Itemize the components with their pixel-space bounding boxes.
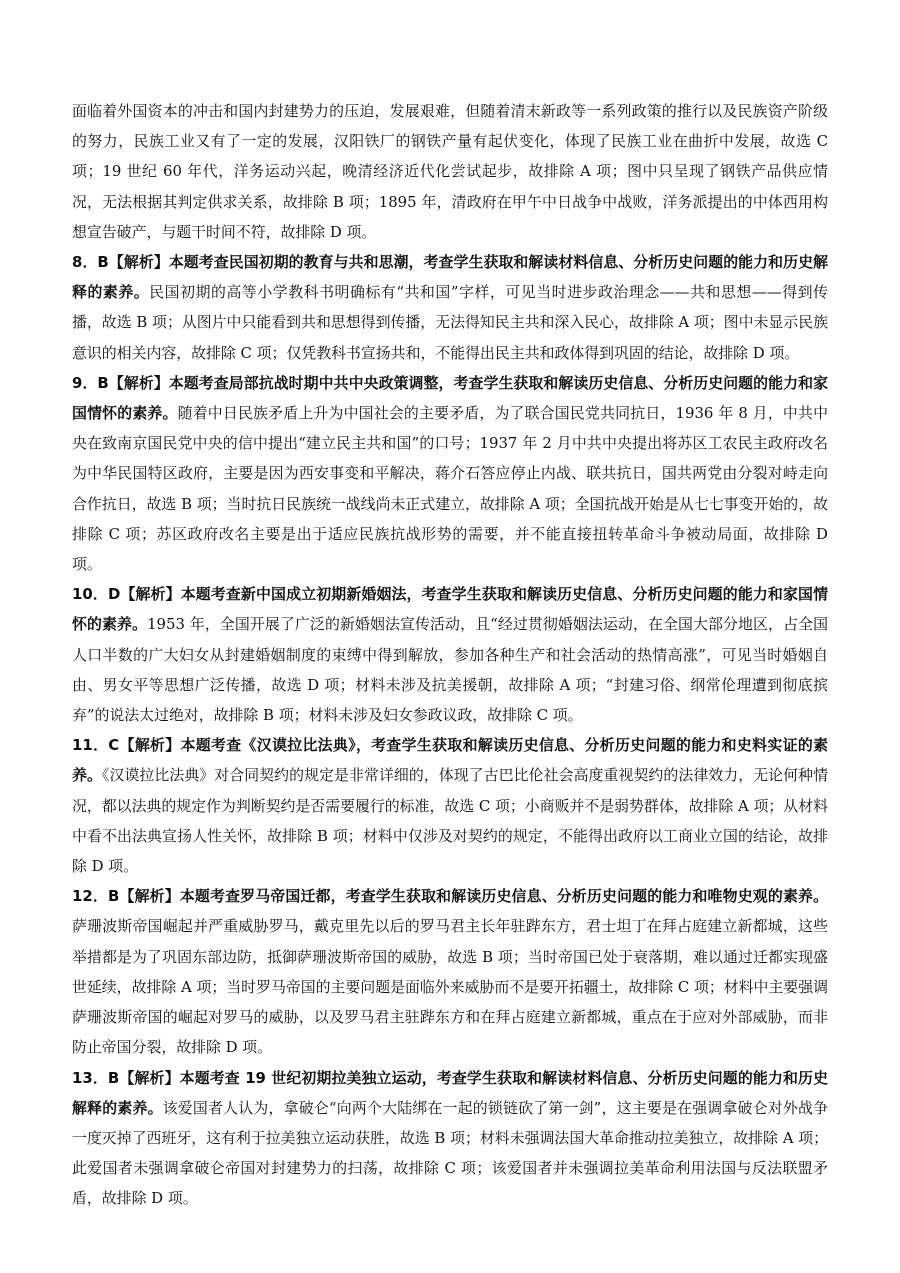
answer-heading: 11．C【解析】本题考查《汉谟拉比法典》，考查学生获取和解读历史信息、分析历史问题的能力和史料实证的素养。 [72, 736, 828, 785]
answer-explanation: 1953 年，全国开展了广泛的新婚姻法宣传活动，且“经过贯彻婚姻法运动，在全国大部分地区，占全国人口半数的广大妇女从封建婚姻制度的束缚中得到解放，参加各种生产和社会活动的热情高涨”，可见当时婚姻自由、男女平等思想广泛传播，故选 D 项；材料未涉及抗美援朝，故排除 A 项；“封建习俗、纲常伦理遭到彻底摈弃”的说法太过绝对，故排除 B 项；材料未涉及妇女参政议政，故排除 C 项。 [72, 615, 828, 725]
answer-item-11 [72, 730, 828, 881]
answer-heading: 13．B【解析】本题考查 19 世纪初期拉美独立运动，考查学生获取和解读材料信息、分析历史问题的能力和历史解释的素养。 [72, 1068, 828, 1117]
answer-explanation: 该爱国者人认为，拿破仑“向两个大陆绑在一起的锁链砍了第一剑”，这主要是在强调拿破仑对外战争一度灭掉了西班牙，这有利于拉美独立运动获胜，故选 B 项；材料未强调法国大革命推动拉美独立，故排除 A 项；此爱国者未强调拿破仑帝国对封建势力的扫荡，故排除 C 项；该爱国者并未强调拉美革命利用法国与反法联盟矛盾，故排除 D 项。 [72, 1098, 828, 1208]
answer-explanation: 萨珊波斯帝国崛起并严重威胁罗马，戴克里先以后的罗马君主长年驻跸东方，君士坦丁在拜占庭建立新都城，这些举措都是为了巩固东部边防，抵御萨珊波斯帝国的威胁，故选 B 项；当时帝国已处于衰落期，难以通过迁都实现盛世延续，故排除 A 项；当时罗马帝国的主要问题是面临外来威胁而不是要开拓疆土，故排除 C 项；材料中主要强调萨珊波斯帝国的崛起对罗马的威胁，以及罗马君主驻跸东方和在拜占庭建立新都城，重点在于应对外部威胁，而非防止帝国分裂，故排除 D 项。 [72, 917, 828, 1057]
answer-item-12 [72, 881, 828, 1062]
answer-heading: 8．B【解析】本题考查民国初期的教育与共和思潮，考查学生获取和解读材料信息、分析历史问题的能力和历史解释的素养。 [72, 253, 828, 302]
answer-heading: 12．B【解析】本题考查罗马帝国迁都，考查学生获取和解读历史信息、分析历史问题的能力和唯物史观的素养。 [72, 887, 828, 906]
continued-analysis-text: 面临着外国资本的冲击和国内封建势力的压迫，发展艰难，但随着清末新政等一系列政策的推行以及民族资产阶级的努力，民族工业又有了一定的发展，汉阳铁厂的钢铁产量有起伏变化，体现了民族工业在曲折中发展，故选 C 项；19 世纪 60 年代，洋务运动兴起，晚清经济近代化尝试起步，故排除 A 项；图中只呈现了钢铁产品供应情况，无法根据其判定供求关系，故排除 B 项；1895 年，清政府在甲午中日战争中战败，洋务派提出的中体西用构想宣告破产，与题干时间不符，故排除 D 项。 [72, 102, 828, 241]
continued-analysis-paragraph [72, 96, 828, 247]
answer-item-9 [72, 368, 828, 579]
answer-analysis-page [72, 96, 828, 1214]
answer-heading: 10．D【解析】本题考查新中国成立初期新婚姻法，考查学生获取和解读历史信息、分析历史问题的能力和家国情怀的素养。 [72, 585, 828, 634]
answer-item-8 [72, 247, 828, 368]
answer-explanation: 民国初期的高等小学教科书明确标有“共和国”字样，可见当时进步政治理念——共和思想——得到传播，故选 B 项；从图片中只能看到共和思想得到传播，无法得知民主共和深入民心，故排除 A 项；图中未显示民族意识的相关内容，故排除 C 项；仅凭教科书宣扬共和，不能得出民主共和政体得到巩固的结论，故排除 D 项。 [72, 283, 828, 362]
answer-explanation: 随着中日民族矛盾上升为中国社会的主要矛盾，为了联合国民党共同抗日，1936 年 8 月，中共中央在致南京国民党中央的信中提出“建立民主共和国”的口号；1937 年 2 月中共中央提出将苏区工农民主政府改名为中华民国特区政府，主要是因为西安事变和平解决，蒋介石答应停止内战、联共抗日，国共两党由分裂对峙走向合作抗日，故选 B 项；当时抗日民族统一战线尚未正式建立，故排除 A 项；全国抗战开始是从七七事变开始的，故排除 C 项；苏区政府改名主要是出于适应民族抗战形势的需要，并不能直接扭转革命斗争被动局面，故排除 D 项。 [72, 404, 828, 574]
answer-heading: 9．B【解析】本题考查局部抗战时期中共中央政策调整，考查学生获取和解读历史信息、分析历史问题的能力和家国情怀的素养。 [72, 373, 828, 423]
answer-explanation: 《汉谟拉比法典》对合同契约的规定是非常详细的，体现了古巴比伦社会高度重视契约的法律效力，无论何种情况，都以法典的规定作为判断契约是否需要履行的标准，故选 C 项；小商贩并不是弱势群体，故排除 A 项；从材料中看不出法典宣扬人性关怀，故排除 B 项；材料中仅涉及对契约的规定，不能得出政府以工商业立国的结论，故排除 D 项。 [72, 766, 828, 876]
answer-item-10 [72, 579, 828, 730]
answer-item-13 [72, 1063, 828, 1214]
